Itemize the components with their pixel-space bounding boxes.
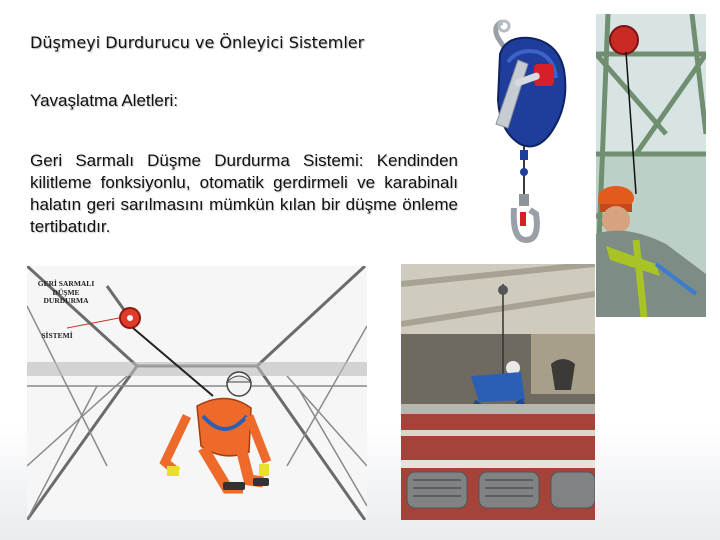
diagram-label-line-3: DURDURMA (43, 296, 89, 305)
rail-worker-photo (401, 264, 595, 520)
diagram-label-system: SİSTEMİ (41, 331, 73, 340)
fall-arrest-diagram (27, 266, 367, 520)
diagram-label (33, 280, 99, 306)
slide-subheading: Yavaşlatma Aletleri: (30, 91, 179, 110)
slide-body-text: Geri Sarmalı Düşme Durdurma Sistemi: Kendinden kilitleme fonksiyonlu, otomatik gerdirmeli ve karabinalı halatın geri sarılmasını mümkün kılan bir düşme önleme tertibatıdır. (30, 151, 458, 236)
slide-title: Düşmeyi Durdurucu ve Önleyici Sistemler (30, 33, 365, 52)
retractable-device-photo (478, 14, 592, 246)
diagram-label-line-2: DÜŞME (52, 287, 80, 297)
tower-worker-photo (596, 14, 706, 317)
diagram-label-line-1: GERİ SARMALI (37, 279, 95, 288)
